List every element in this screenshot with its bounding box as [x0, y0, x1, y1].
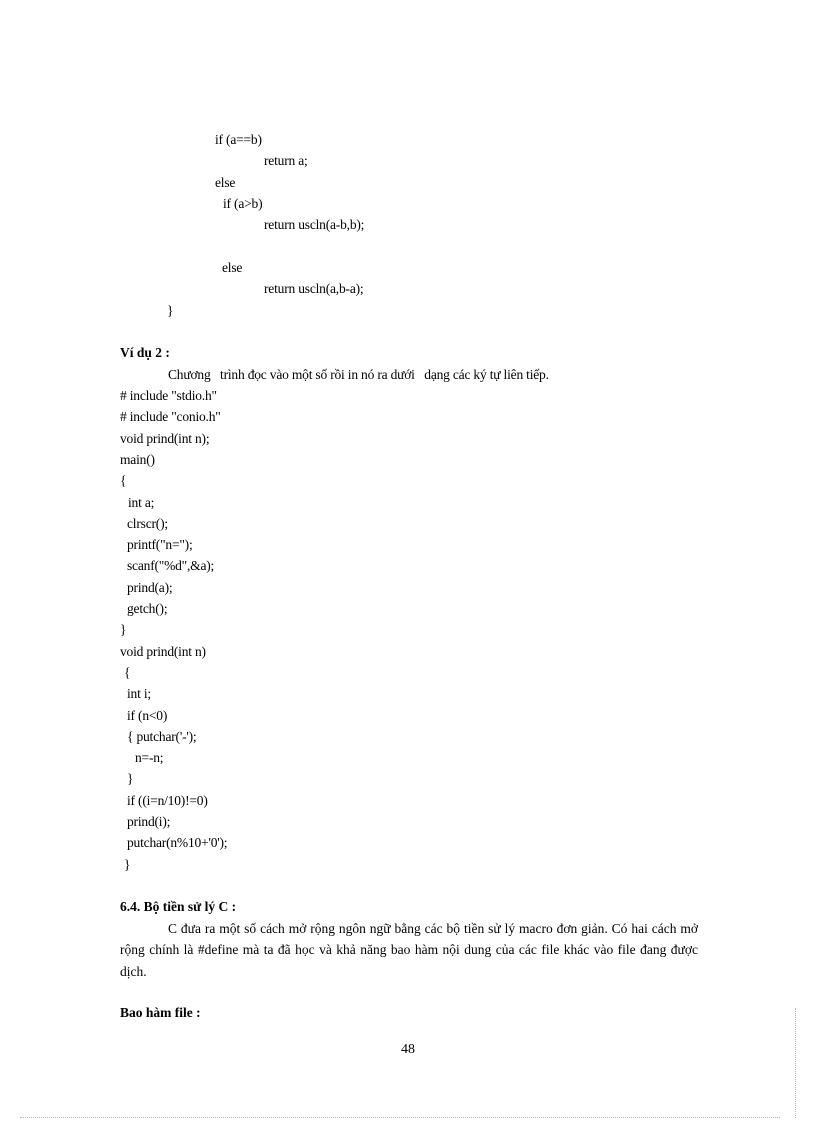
code-line: }: [167, 303, 174, 318]
code-line: # include "stdio.h": [120, 388, 217, 403]
code-line: return uscln(a-b,b);: [264, 217, 365, 232]
code-line: if (a==b): [215, 132, 262, 147]
code-line: if (a>b): [223, 196, 263, 211]
code-line: else: [215, 175, 236, 190]
page-border-bottom: [20, 1117, 780, 1118]
code-line: putchar(n%10+'0');: [127, 835, 228, 850]
page-border-right: [795, 1008, 796, 1118]
code-line: main(): [120, 452, 155, 467]
code-line: {: [120, 473, 127, 488]
code-line: return uscln(a,b-a);: [264, 281, 364, 296]
code-line: # include "conio.h": [120, 409, 221, 424]
code-line: int a;: [128, 495, 155, 510]
section-paragraph: C đưa ra một số cách mở rộng ngôn ngữ bằng các bộ tiền sử lý macro đơn giản. Có hai cách mở rộng chính là #define mà ta đã học và khả năng bao hàm nội dung của các file khác vào file đang được dịch.: [120, 921, 698, 979]
code-line: prind(i);: [127, 814, 171, 829]
code-line: getch();: [127, 601, 168, 616]
code-line: scanf("%d",&a);: [127, 558, 215, 573]
example-heading: Ví dụ 2 :: [120, 345, 170, 360]
code-line: else: [222, 260, 243, 275]
section-heading: 6.4. Bộ tiền sử lý C :: [120, 899, 237, 914]
code-line: }: [120, 622, 127, 637]
code-line: printf("n=");: [127, 537, 193, 552]
subsection-heading: Bao hàm file :: [120, 1005, 201, 1020]
code-line: { putchar('-');: [127, 729, 197, 744]
page-number: 48: [401, 1042, 415, 1057]
code-line: prind(a);: [127, 580, 173, 595]
code-line: int i;: [127, 686, 151, 701]
code-line: if (n<0): [127, 708, 168, 723]
code-line: if ((i=n/10)!=0): [127, 793, 208, 808]
code-line: }: [127, 771, 134, 786]
code-line: void prind(int n): [120, 644, 206, 659]
code-line: clrscr();: [127, 516, 168, 531]
code-line: return a;: [264, 153, 308, 168]
code-line: }: [124, 857, 131, 872]
code-line: void prind(int n);: [120, 431, 210, 446]
code-line: {: [124, 665, 131, 680]
example-description: Chương trình đọc vào một số rồi in nó ra dưới dạng các ký tự liên tiếp.: [168, 367, 549, 382]
code-line: n=-n;: [135, 750, 164, 765]
